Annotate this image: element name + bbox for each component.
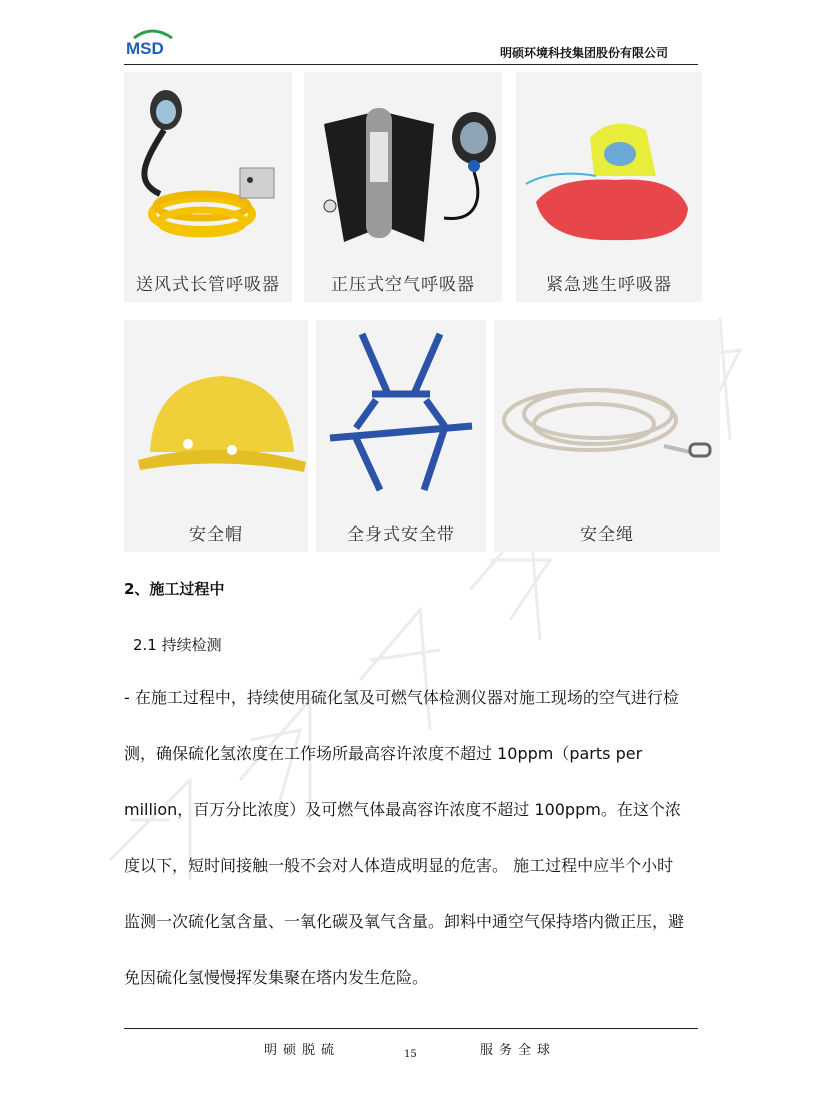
footer-slogan-right: 服务全球 (480, 1043, 557, 1058)
section-heading: 2、施工过程中 (124, 580, 225, 598)
scba-respirator-icon (304, 72, 502, 262)
equipment-item (516, 72, 702, 302)
msd-logo (124, 26, 180, 58)
company-name: 明硕环境科技集团股份有限公司 (499, 46, 668, 60)
long-tube-respirator-icon (124, 72, 292, 262)
equipment-caption: 紧急逃生呼吸器 (546, 275, 672, 295)
equipment-caption: 全身式安全带 (347, 525, 455, 545)
equipment-row-1 (124, 72, 724, 302)
footer-slogan-left: 明硕脱硫 (264, 1043, 341, 1058)
equipment-item (124, 320, 308, 552)
equipment-caption: 正压式空气呼吸器 (331, 275, 475, 295)
equipment-row-2 (124, 320, 724, 552)
paragraph-line: million，百万分比浓度）及可燃气体最高容许浓度不超过 100ppm。在这个浓 (124, 800, 681, 819)
logo-text: MSD (126, 39, 164, 58)
paragraph-line: - 在施工过程中，持续使用硫化氢及可燃气体检测仪器对施工现场的空气进行检 (124, 688, 679, 707)
equipment-item (124, 72, 292, 302)
escape-respirator-icon (516, 72, 702, 262)
equipment-caption: 送风式长管呼吸器 (136, 275, 280, 295)
paragraph-line: 监测一次硫化氢含量、一氧化碳及氧气含量。卸料中通空气保持塔内微正压，避 (124, 912, 685, 931)
safety-helmet-icon (124, 320, 308, 510)
page-number: 15 (404, 1049, 417, 1060)
safety-rope-icon (494, 320, 720, 510)
equipment-caption: 安全帽 (189, 525, 243, 545)
paragraph-line: 度以下，短时间接触一般不会对人体造成明显的危害。 施工过程中应半个小时 (124, 856, 674, 875)
equipment-caption: 安全绳 (580, 525, 634, 545)
equipment-item (304, 72, 502, 302)
page-footer (124, 1028, 698, 1060)
full-body-harness-icon (316, 320, 486, 510)
equipment-item (494, 320, 720, 552)
page-header (124, 22, 698, 65)
paragraph-line: 免因硫化氢慢慢挥发集聚在塔内发生危险。 (124, 968, 429, 987)
paragraph-line: 测，确保硫化氢浓度在工作场所最高容许浓度不超过 10ppm（parts per (124, 744, 643, 763)
equipment-item (316, 320, 486, 552)
section-subheading: 2.1 持续检测 (133, 636, 222, 654)
